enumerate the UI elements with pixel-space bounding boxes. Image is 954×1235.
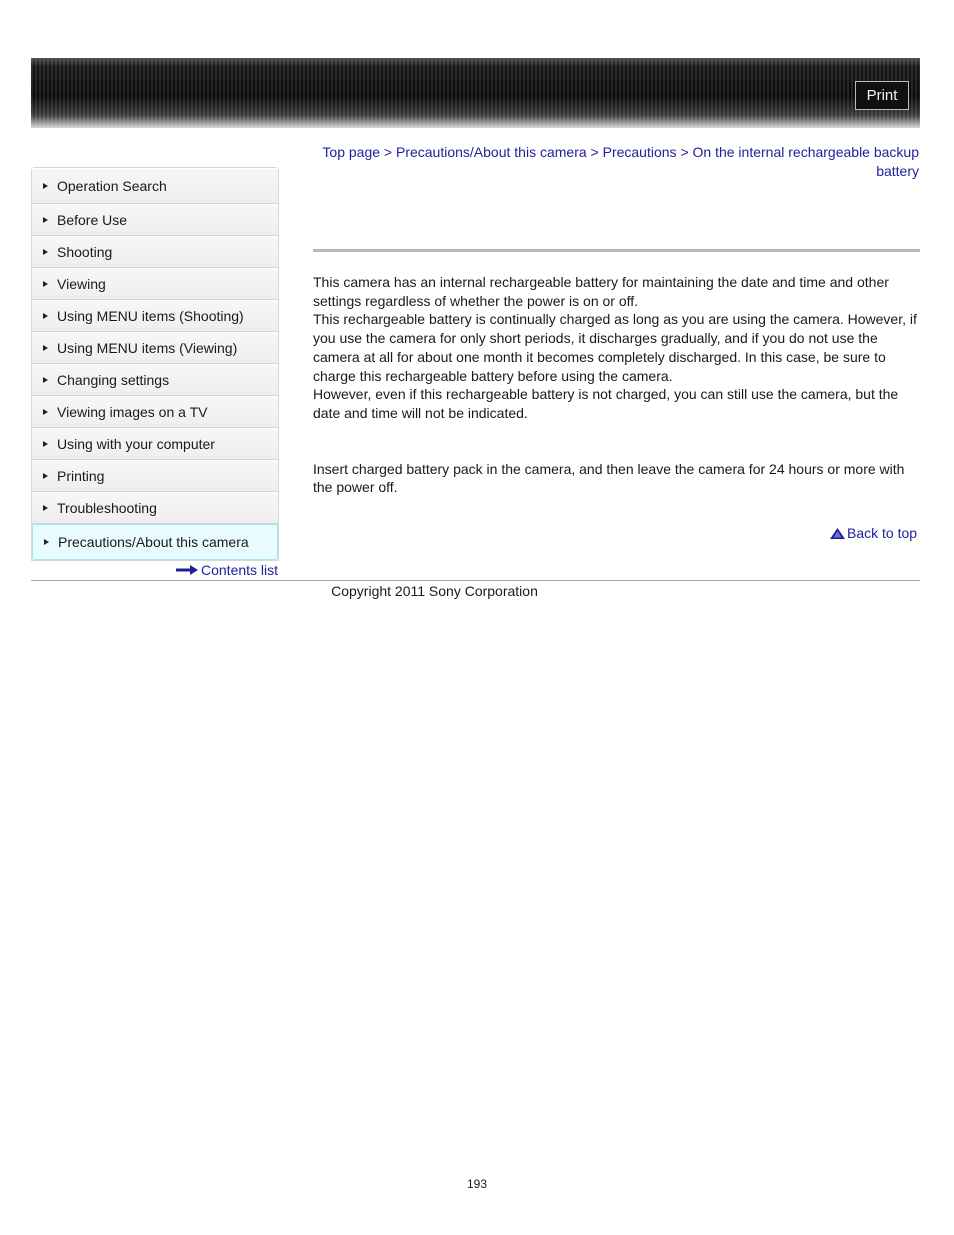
- sidebar-item-menu-viewing[interactable]: [32, 332, 278, 364]
- sidebar-item-label: Using MENU items (Shooting): [57, 308, 244, 324]
- print-button[interactable]: Print: [855, 81, 909, 110]
- triangle-right-icon: [43, 505, 48, 511]
- copyright: [31, 582, 920, 600]
- sidebar-item-label: Viewing images on a TV: [57, 404, 208, 420]
- triangle-right-icon: [44, 539, 49, 545]
- breadcrumb: [300, 143, 919, 181]
- triangle-right-icon: [43, 281, 48, 287]
- sidebar-item-viewing-on-tv[interactable]: [32, 396, 278, 428]
- triangle-right-icon: [43, 183, 48, 189]
- triangle-right-icon: [43, 473, 48, 479]
- title-divider: [313, 249, 920, 252]
- sidebar-item-label: Using MENU items (Viewing): [57, 340, 238, 356]
- body-paragraph: However, even if this rechargeable battery is not charged, you can still use the camera, but the date and time will not be indicated.: [313, 386, 899, 421]
- sidebar-item-operation-search[interactable]: [32, 168, 278, 204]
- charging-instruction: Insert charged battery pack in the camera, and then leave the camera for 24 hours or more with the power off.: [313, 460, 905, 496]
- sidebar-item-menu-shooting[interactable]: [32, 300, 278, 332]
- copyright-text: Copyright 2011 Sony Corporation: [331, 583, 538, 599]
- contents-list-label: Contents list: [201, 562, 279, 578]
- triangle-right-icon: [43, 249, 48, 255]
- footer-divider: [31, 580, 920, 581]
- back-to-top-link[interactable]: [830, 525, 917, 541]
- breadcrumb-separator: >: [680, 144, 689, 160]
- sidebar-item-label: Viewing: [57, 276, 106, 292]
- sidebar-item-viewing[interactable]: [32, 268, 278, 300]
- breadcrumb-current-page[interactable]: On the internal rechargeable backup battery: [692, 144, 919, 179]
- arrow-right-icon: [176, 565, 198, 575]
- body-paragraph: This camera has an internal rechargeable battery for maintaining the date and time and other settings regardless of whether the power is on or off.: [313, 274, 889, 309]
- sidebar-item-label: Printing: [57, 468, 105, 484]
- sidebar-item-label: Using with your computer: [57, 436, 215, 452]
- breadcrumb-top-page[interactable]: Top page: [322, 144, 381, 160]
- triangle-right-icon: [43, 313, 48, 319]
- sidebar-item-label: Changing settings: [57, 372, 170, 388]
- sidebar-item-troubleshooting[interactable]: [32, 492, 278, 524]
- breadcrumb-precautions[interactable]: Precautions: [602, 144, 677, 160]
- sidebar-item-label: Operation Search: [57, 178, 167, 194]
- sidebar-item-label: Troubleshooting: [57, 500, 157, 516]
- header-banner: [31, 58, 920, 128]
- sidebar-item-computer[interactable]: [32, 428, 278, 460]
- triangle-up-icon: [830, 528, 845, 539]
- sidebar-item-before-use[interactable]: [32, 204, 278, 236]
- sidebar-item-label: Before Use: [57, 212, 128, 228]
- breadcrumb-separator: >: [590, 144, 599, 160]
- sidebar-item-shooting[interactable]: [32, 236, 278, 268]
- sidebar-item-label: Precautions/About this camera: [58, 534, 249, 550]
- triangle-right-icon: [43, 441, 48, 447]
- sidebar-item-changing-settings[interactable]: [32, 364, 278, 396]
- contents-list-link[interactable]: [176, 562, 278, 578]
- body-paragraph: This rechargeable battery is continually charged as long as you are using the camera. However, if you use the camera for only short periods, it discharges gradually, and if you do not use the camera at all for about one month it becomes completely discharged. In this case, be sure to charge this rechargeable battery before using the camera.: [313, 311, 917, 384]
- sidebar-item-label: Shooting: [57, 244, 113, 260]
- triangle-right-icon: [43, 345, 48, 351]
- page-number: 193: [466, 1177, 488, 1191]
- triangle-right-icon: [43, 409, 48, 415]
- breadcrumb-separator: >: [383, 144, 393, 160]
- sidebar-item-precautions[interactable]: [32, 524, 278, 560]
- back-to-top-label: Back to top: [847, 525, 918, 541]
- sidebar-item-printing[interactable]: [32, 460, 278, 492]
- breadcrumb-precautions-about[interactable]: Precautions/About this camera: [395, 144, 587, 160]
- sidebar-nav: [31, 167, 279, 561]
- triangle-right-icon: [43, 377, 48, 383]
- triangle-right-icon: [43, 217, 48, 223]
- main-content: [313, 273, 923, 497]
